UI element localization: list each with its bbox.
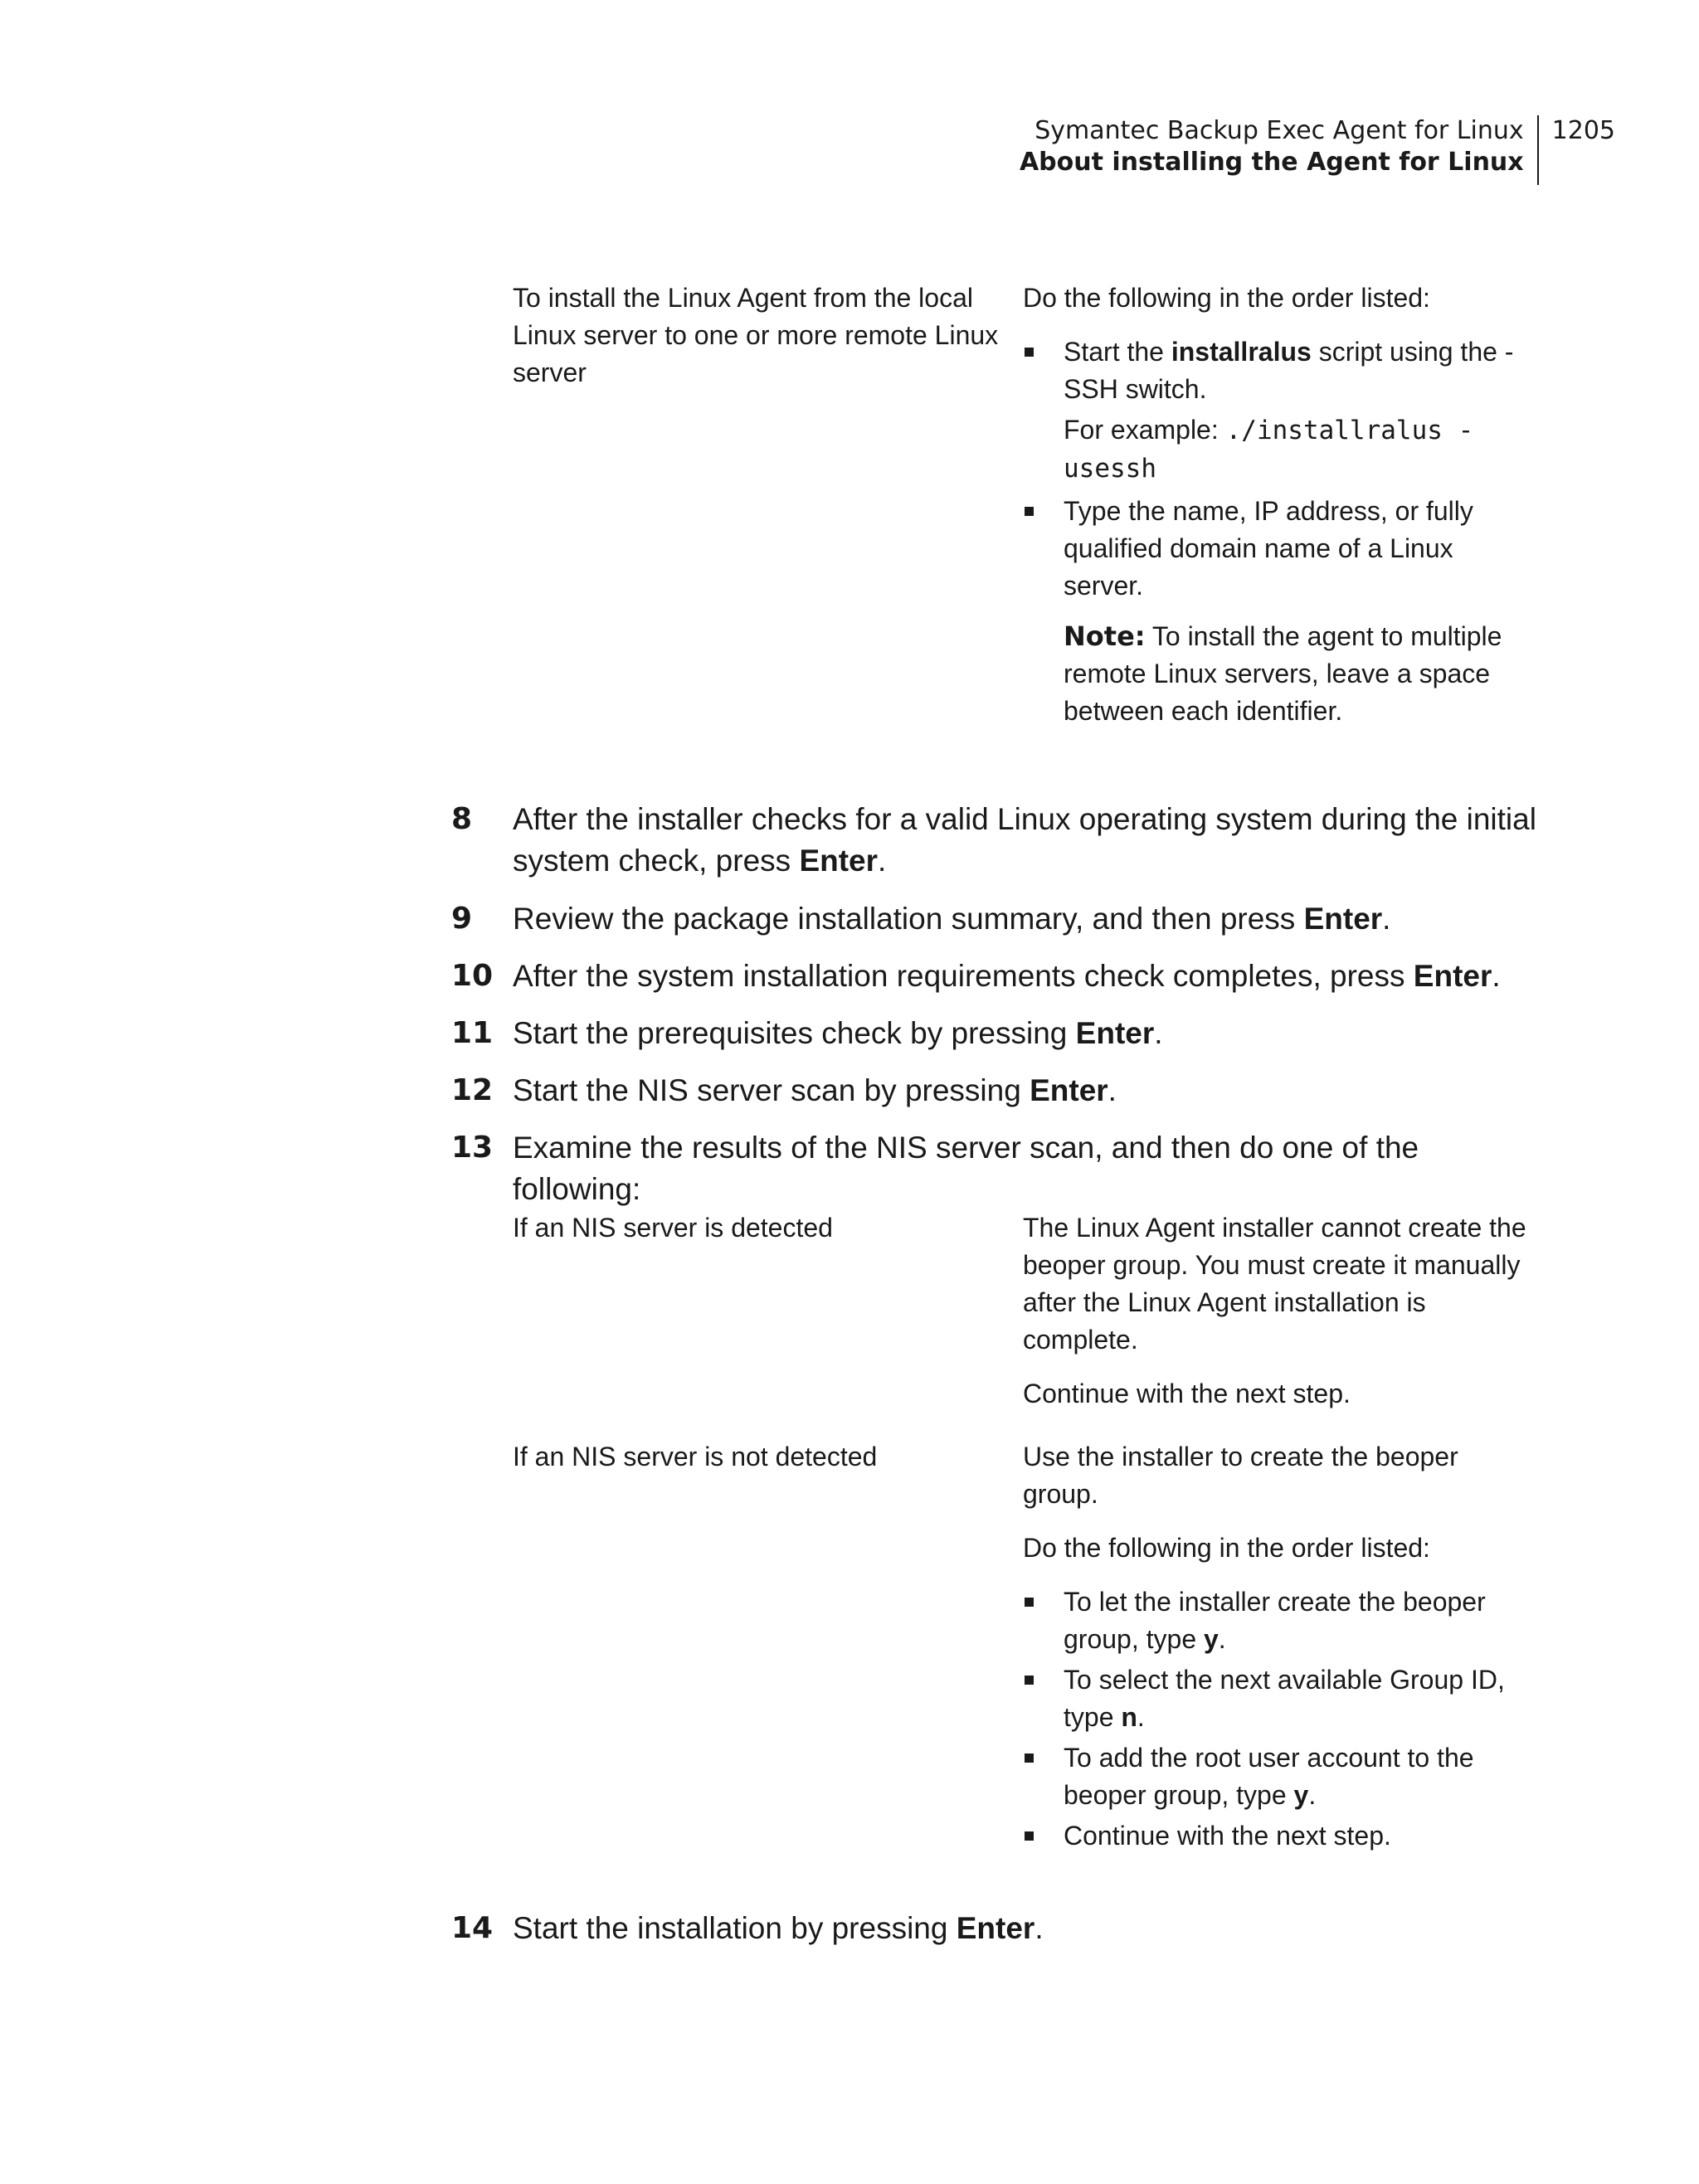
nis-action-detected <box>1023 1209 1533 1429</box>
key-name: Enter <box>799 844 879 878</box>
step-number: 12 <box>451 1073 494 1107</box>
option-instructions <box>1023 280 1533 733</box>
key-name: Enter <box>1030 1073 1108 1107</box>
page-number: 1205 <box>1551 116 1615 145</box>
bullet-square-icon <box>1025 507 1034 516</box>
step-13 <box>451 1127 1546 1210</box>
key-name: Enter <box>1303 902 1383 936</box>
step-text: Start the installation by pressing Enter. <box>513 1911 1044 1945</box>
instructions-list <box>1023 333 1533 730</box>
key-name: Enter <box>1075 1016 1155 1050</box>
example-line <box>1064 411 1533 488</box>
step-text: After the system installation requirements check completes, press Enter. <box>513 959 1501 993</box>
note-label: Note: <box>1064 620 1146 652</box>
bullet-square-icon <box>1025 1676 1034 1685</box>
bullet-square-icon <box>1025 1754 1034 1763</box>
list-item: To add the root user account to the beoper group, type y. <box>1023 1739 1533 1814</box>
step-number: 13 <box>451 1131 494 1165</box>
list-item: To let the installer create the beoper group, type y. <box>1023 1583 1533 1658</box>
chapter-title: Symantec Backup Exec Agent for Linux <box>1034 116 1524 145</box>
list-item: Continue with the next step. <box>1023 1817 1533 1855</box>
header-titles <box>1020 115 1539 185</box>
list-item: To select the next available Group ID, type n. <box>1023 1661 1533 1736</box>
list-item <box>1023 493 1533 730</box>
option-condition-text: To install the Linux Agent from the local Linux server to one or more remote Linux server <box>513 283 999 387</box>
nis-result-table-row-1 <box>513 1209 1533 1429</box>
step-text: Start the NIS server scan by pressing Enter. <box>513 1073 1117 1107</box>
bullet-text: script using the -SSH switch. <box>1064 337 1514 404</box>
bullet-square-icon <box>1025 1831 1034 1841</box>
bullet-text: Start the <box>1064 337 1171 367</box>
list-item <box>1023 333 1533 488</box>
running-header <box>1020 115 1615 185</box>
nis-detected-continue: Continue with the next step. <box>1023 1379 1351 1408</box>
nis-condition-not-detected: If an NIS server is not detected <box>513 1442 878 1471</box>
nis-action-not-detected <box>1023 1438 1533 1858</box>
script-name: installralus <box>1171 337 1312 367</box>
step-12 <box>451 1070 1546 1111</box>
step-text: Start the prerequisites check by pressing Enter. <box>513 1016 1163 1050</box>
nis-not-detected-list <box>1023 1583 1533 1855</box>
step-text: Examine the results of the NIS server scan, and then do one of the following: <box>513 1131 1419 1206</box>
bullet-text: Type the name, IP address, or fully qualified domain name of a Linux server. <box>1064 496 1473 601</box>
step-11 <box>451 1013 1546 1054</box>
instructions-intro: Do the following in the order listed: <box>1023 283 1430 313</box>
example-command: ./installralus -usessh <box>1064 416 1474 484</box>
note-text: To install the agent to multiple remote Linux servers, leave a space between each identifier. <box>1064 621 1502 726</box>
bullet-square-icon <box>1025 348 1034 357</box>
step-number: 11 <box>451 1016 494 1050</box>
key-name: Enter <box>956 1911 1035 1945</box>
nis-result-table-row-2 <box>513 1438 1533 1858</box>
example-label: For example: <box>1064 415 1226 445</box>
step-number: 9 <box>451 902 473 936</box>
bullet-square-icon <box>1025 1598 1034 1607</box>
nis-not-detected-intro: Do the following in the order listed: <box>1023 1533 1430 1563</box>
install-option-table <box>513 280 1533 733</box>
step-10 <box>451 956 1546 997</box>
step-text: After the installer checks for a valid Linux operating system during the initial system check, press Enter. <box>513 802 1536 878</box>
step-8 <box>451 799 1546 882</box>
nis-detected-explanation: The Linux Agent installer cannot create the beoper group. You must create it manually after the Linux Agent installation is complete. <box>1023 1213 1526 1355</box>
section-title: About installing the Agent for Linux <box>1019 148 1524 177</box>
step-number: 10 <box>451 959 494 993</box>
key-name: Enter <box>1413 959 1492 993</box>
nis-condition-detected: If an NIS server is detected <box>513 1213 833 1243</box>
step-number: 8 <box>451 802 473 836</box>
step-text: Review the package installation summary, and then press Enter. <box>513 902 1391 936</box>
note <box>1064 618 1533 730</box>
step-14 <box>451 1908 1546 1949</box>
step-9 <box>451 898 1546 940</box>
option-condition <box>513 280 1023 733</box>
step-number: 14 <box>451 1911 494 1945</box>
nis-not-detected-explanation: Use the installer to create the beoper group. <box>1023 1442 1458 1509</box>
